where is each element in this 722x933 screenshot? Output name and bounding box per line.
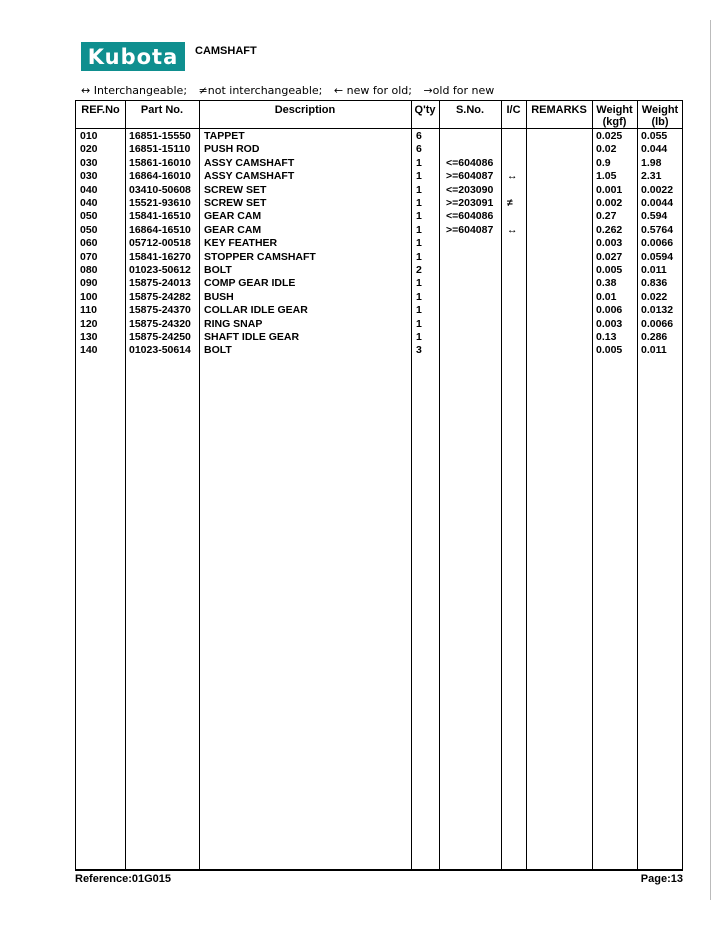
row-description: SHAFT IDLE GEAR — [204, 331, 300, 343]
row-part-no: 15521-93610 — [129, 197, 191, 209]
row-qty: 6 — [416, 143, 422, 156]
legend — [81, 84, 502, 97]
row-description: PUSH ROD — [204, 143, 260, 156]
page-edge-line — [710, 20, 711, 900]
footer-rule — [75, 870, 683, 871]
row-qty: 1 — [416, 250, 422, 263]
row-weight-kgf: 1.05 — [596, 170, 617, 183]
row-part-no: 15841-16270 — [129, 250, 191, 263]
row-part-no: 15841-16510 — [129, 210, 191, 223]
row-weight-lb: 1.98 — [641, 156, 662, 169]
row-qty: 3 — [416, 344, 422, 357]
row-ic: ↔ — [507, 223, 518, 236]
row-description: KEY FEATHER — [204, 237, 278, 250]
row-ref: 050 — [80, 223, 98, 236]
row-weight-lb: 0.0066 — [641, 317, 674, 330]
row-weight-lb: 0.011 — [641, 344, 667, 357]
row-part-no: 16851-15550 — [129, 130, 191, 142]
row-ref: 100 — [80, 290, 98, 303]
row-part-no: 01023-50614 — [129, 344, 191, 357]
row-ref: 060 — [80, 237, 98, 250]
row-weight-lb: 0.0022 — [641, 183, 674, 196]
row-qty: 1 — [416, 210, 422, 223]
header-divider — [76, 128, 682, 129]
row-sno: >=203091 — [446, 197, 494, 209]
row-ic: ≠ — [507, 197, 513, 209]
row-description: COMP GEAR IDLE — [204, 277, 296, 290]
row-ref: 040 — [80, 183, 98, 196]
row-ref: 080 — [80, 264, 98, 276]
footer-reference: Reference:01G015 — [75, 873, 172, 885]
row-weight-kgf: 0.005 — [596, 344, 623, 357]
row-description: SCREW SET — [204, 183, 267, 196]
table-row — [76, 237, 682, 250]
header-ref: REF.No — [81, 104, 120, 116]
row-weight-kgf: 0.02 — [596, 143, 617, 156]
row-weight-lb: 2.31 — [641, 170, 662, 183]
row-ref: 030 — [80, 156, 98, 169]
row-description: BOLT — [204, 344, 232, 357]
row-sno: >=604087 — [446, 170, 494, 183]
row-description: GEAR CAM — [204, 210, 262, 223]
row-qty: 1 — [416, 170, 422, 183]
page-title: CAMSHAFT — [195, 45, 257, 57]
row-weight-kgf: 0.006 — [596, 304, 623, 317]
row-sno: <=203090 — [446, 183, 494, 196]
row-weight-lb: 0.011 — [641, 264, 667, 276]
header-remarks: REMARKS — [531, 104, 587, 116]
row-weight-kgf: 0.003 — [596, 237, 623, 250]
row-qty: 1 — [416, 223, 422, 236]
header-weight-lb — [637, 104, 683, 128]
row-description: RING SNAP — [204, 317, 263, 330]
legend-not-interchangeable: ≠not interchangeable; — [198, 84, 323, 97]
row-ref: 030 — [80, 170, 98, 183]
row-qty: 1 — [416, 156, 422, 169]
table-row — [76, 130, 682, 143]
row-weight-lb: 0.594 — [641, 210, 668, 223]
header-weight-kgf-line1: Weight — [596, 104, 633, 116]
kubota-logo: Kubota — [81, 42, 185, 71]
row-weight-lb: 0.055 — [641, 130, 668, 142]
table-row — [76, 344, 682, 357]
row-description: BOLT — [204, 264, 232, 276]
row-part-no: 03410-50608 — [129, 183, 191, 196]
header-weight-kgf — [592, 104, 637, 128]
table-row — [76, 210, 682, 223]
row-weight-lb: 0.044 — [641, 143, 668, 156]
row-sno: <=604086 — [446, 210, 494, 223]
header-qty: Q'ty — [414, 104, 436, 116]
row-part-no: 16864-16010 — [129, 170, 191, 183]
row-ref: 110 — [80, 304, 97, 317]
header-weight-lb-line2: (lb) — [651, 116, 669, 128]
table-row — [76, 197, 682, 210]
row-ref: 040 — [80, 197, 98, 209]
row-weight-lb: 0.5764 — [641, 223, 674, 236]
legend-new-for-old: ← new for old; — [333, 84, 412, 97]
parts-table — [75, 100, 683, 870]
row-weight-kgf: 0.005 — [596, 264, 623, 276]
footer-page: Page:13 — [640, 873, 683, 885]
table-row — [76, 251, 682, 264]
row-weight-kgf: 0.13 — [596, 331, 617, 343]
table-row — [76, 157, 682, 170]
row-weight-lb: 0.286 — [641, 331, 668, 343]
row-description: TAPPET — [204, 130, 245, 142]
row-description: SCREW SET — [204, 197, 267, 209]
header-weight-lb-line1: Weight — [641, 104, 679, 116]
row-weight-kgf: 0.38 — [596, 277, 617, 290]
row-description: BUSH — [204, 290, 234, 303]
row-sno: <=604086 — [446, 156, 494, 169]
table-row — [76, 277, 682, 290]
table-row — [76, 170, 682, 183]
row-qty: 1 — [416, 183, 422, 196]
row-weight-kgf: 0.002 — [596, 197, 623, 209]
row-description: COLLAR IDLE GEAR — [204, 304, 308, 317]
row-weight-kgf: 0.262 — [596, 223, 623, 236]
row-qty: 1 — [416, 290, 422, 303]
row-ref: 120 — [80, 317, 98, 330]
row-qty: 1 — [416, 277, 422, 290]
row-qty: 1 — [416, 331, 422, 343]
row-ref: 050 — [80, 210, 98, 223]
row-ref: 140 — [80, 344, 98, 357]
row-sno: >=604087 — [446, 223, 494, 236]
row-weight-kgf: 0.01 — [596, 290, 617, 303]
row-weight-lb: 0.0132 — [641, 304, 674, 317]
row-ic: ↔ — [507, 170, 518, 183]
row-part-no: 16851-15110 — [129, 143, 191, 156]
row-weight-lb: 0.836 — [641, 277, 668, 290]
row-qty: 1 — [416, 197, 422, 209]
row-ref: 070 — [80, 250, 98, 263]
header-sno: S.No. — [455, 104, 485, 116]
row-part-no: 15861-16010 — [129, 156, 191, 169]
row-part-no: 15875-24250 — [129, 331, 191, 343]
row-weight-lb: 0.0066 — [641, 237, 674, 250]
row-description: ASSY CAMSHAFT — [204, 170, 295, 183]
table-row — [76, 291, 682, 304]
row-ref: 010 — [80, 130, 98, 142]
row-description: GEAR CAM — [204, 223, 262, 236]
row-part-no: 05712-00518 — [129, 237, 191, 250]
row-qty: 6 — [416, 130, 422, 142]
table-row — [76, 318, 682, 331]
row-weight-kgf: 0.003 — [596, 317, 623, 330]
row-weight-kgf: 0.025 — [596, 130, 623, 142]
row-weight-kgf: 0.27 — [596, 210, 617, 223]
header-part: Part No. — [140, 104, 184, 116]
row-part-no: 01023-50612 — [129, 264, 191, 276]
row-weight-kgf: 0.027 — [596, 250, 623, 263]
row-ref: 020 — [80, 143, 98, 156]
table-row — [76, 184, 682, 197]
row-part-no: 15875-24320 — [129, 317, 191, 330]
table-row — [76, 264, 682, 277]
row-weight-lb: 0.022 — [641, 290, 668, 303]
row-qty: 2 — [416, 264, 422, 276]
row-description: ASSY CAMSHAFT — [204, 156, 295, 169]
row-weight-lb: 0.0044 — [641, 197, 674, 209]
row-description: STOPPER CAMSHAFT — [204, 250, 316, 263]
row-ref: 130 — [80, 331, 98, 343]
row-weight-kgf: 0.9 — [596, 156, 611, 169]
row-qty: 1 — [416, 237, 422, 250]
table-row — [76, 224, 682, 237]
row-part-no: 15875-24013 — [129, 277, 191, 290]
row-qty: 1 — [416, 317, 422, 330]
row-part-no: 15875-24282 — [129, 290, 191, 303]
header-weight-kgf-line2: (kgf) — [602, 116, 627, 128]
table-row — [76, 304, 682, 317]
row-part-no: 16864-16510 — [129, 223, 191, 236]
row-part-no: 15875-24370 — [129, 304, 191, 317]
row-qty: 1 — [416, 304, 422, 317]
legend-interchangeable: ↔ Interchangeable; — [81, 84, 188, 97]
table-row — [76, 331, 682, 344]
header-description: Description — [274, 104, 336, 116]
header-ic: I/C — [506, 104, 521, 116]
table-row — [76, 143, 682, 156]
row-weight-lb: 0.0594 — [641, 250, 674, 263]
legend-old-for-new: →old for new — [423, 84, 495, 97]
row-ref: 090 — [80, 277, 98, 290]
row-weight-kgf: 0.001 — [596, 183, 623, 196]
